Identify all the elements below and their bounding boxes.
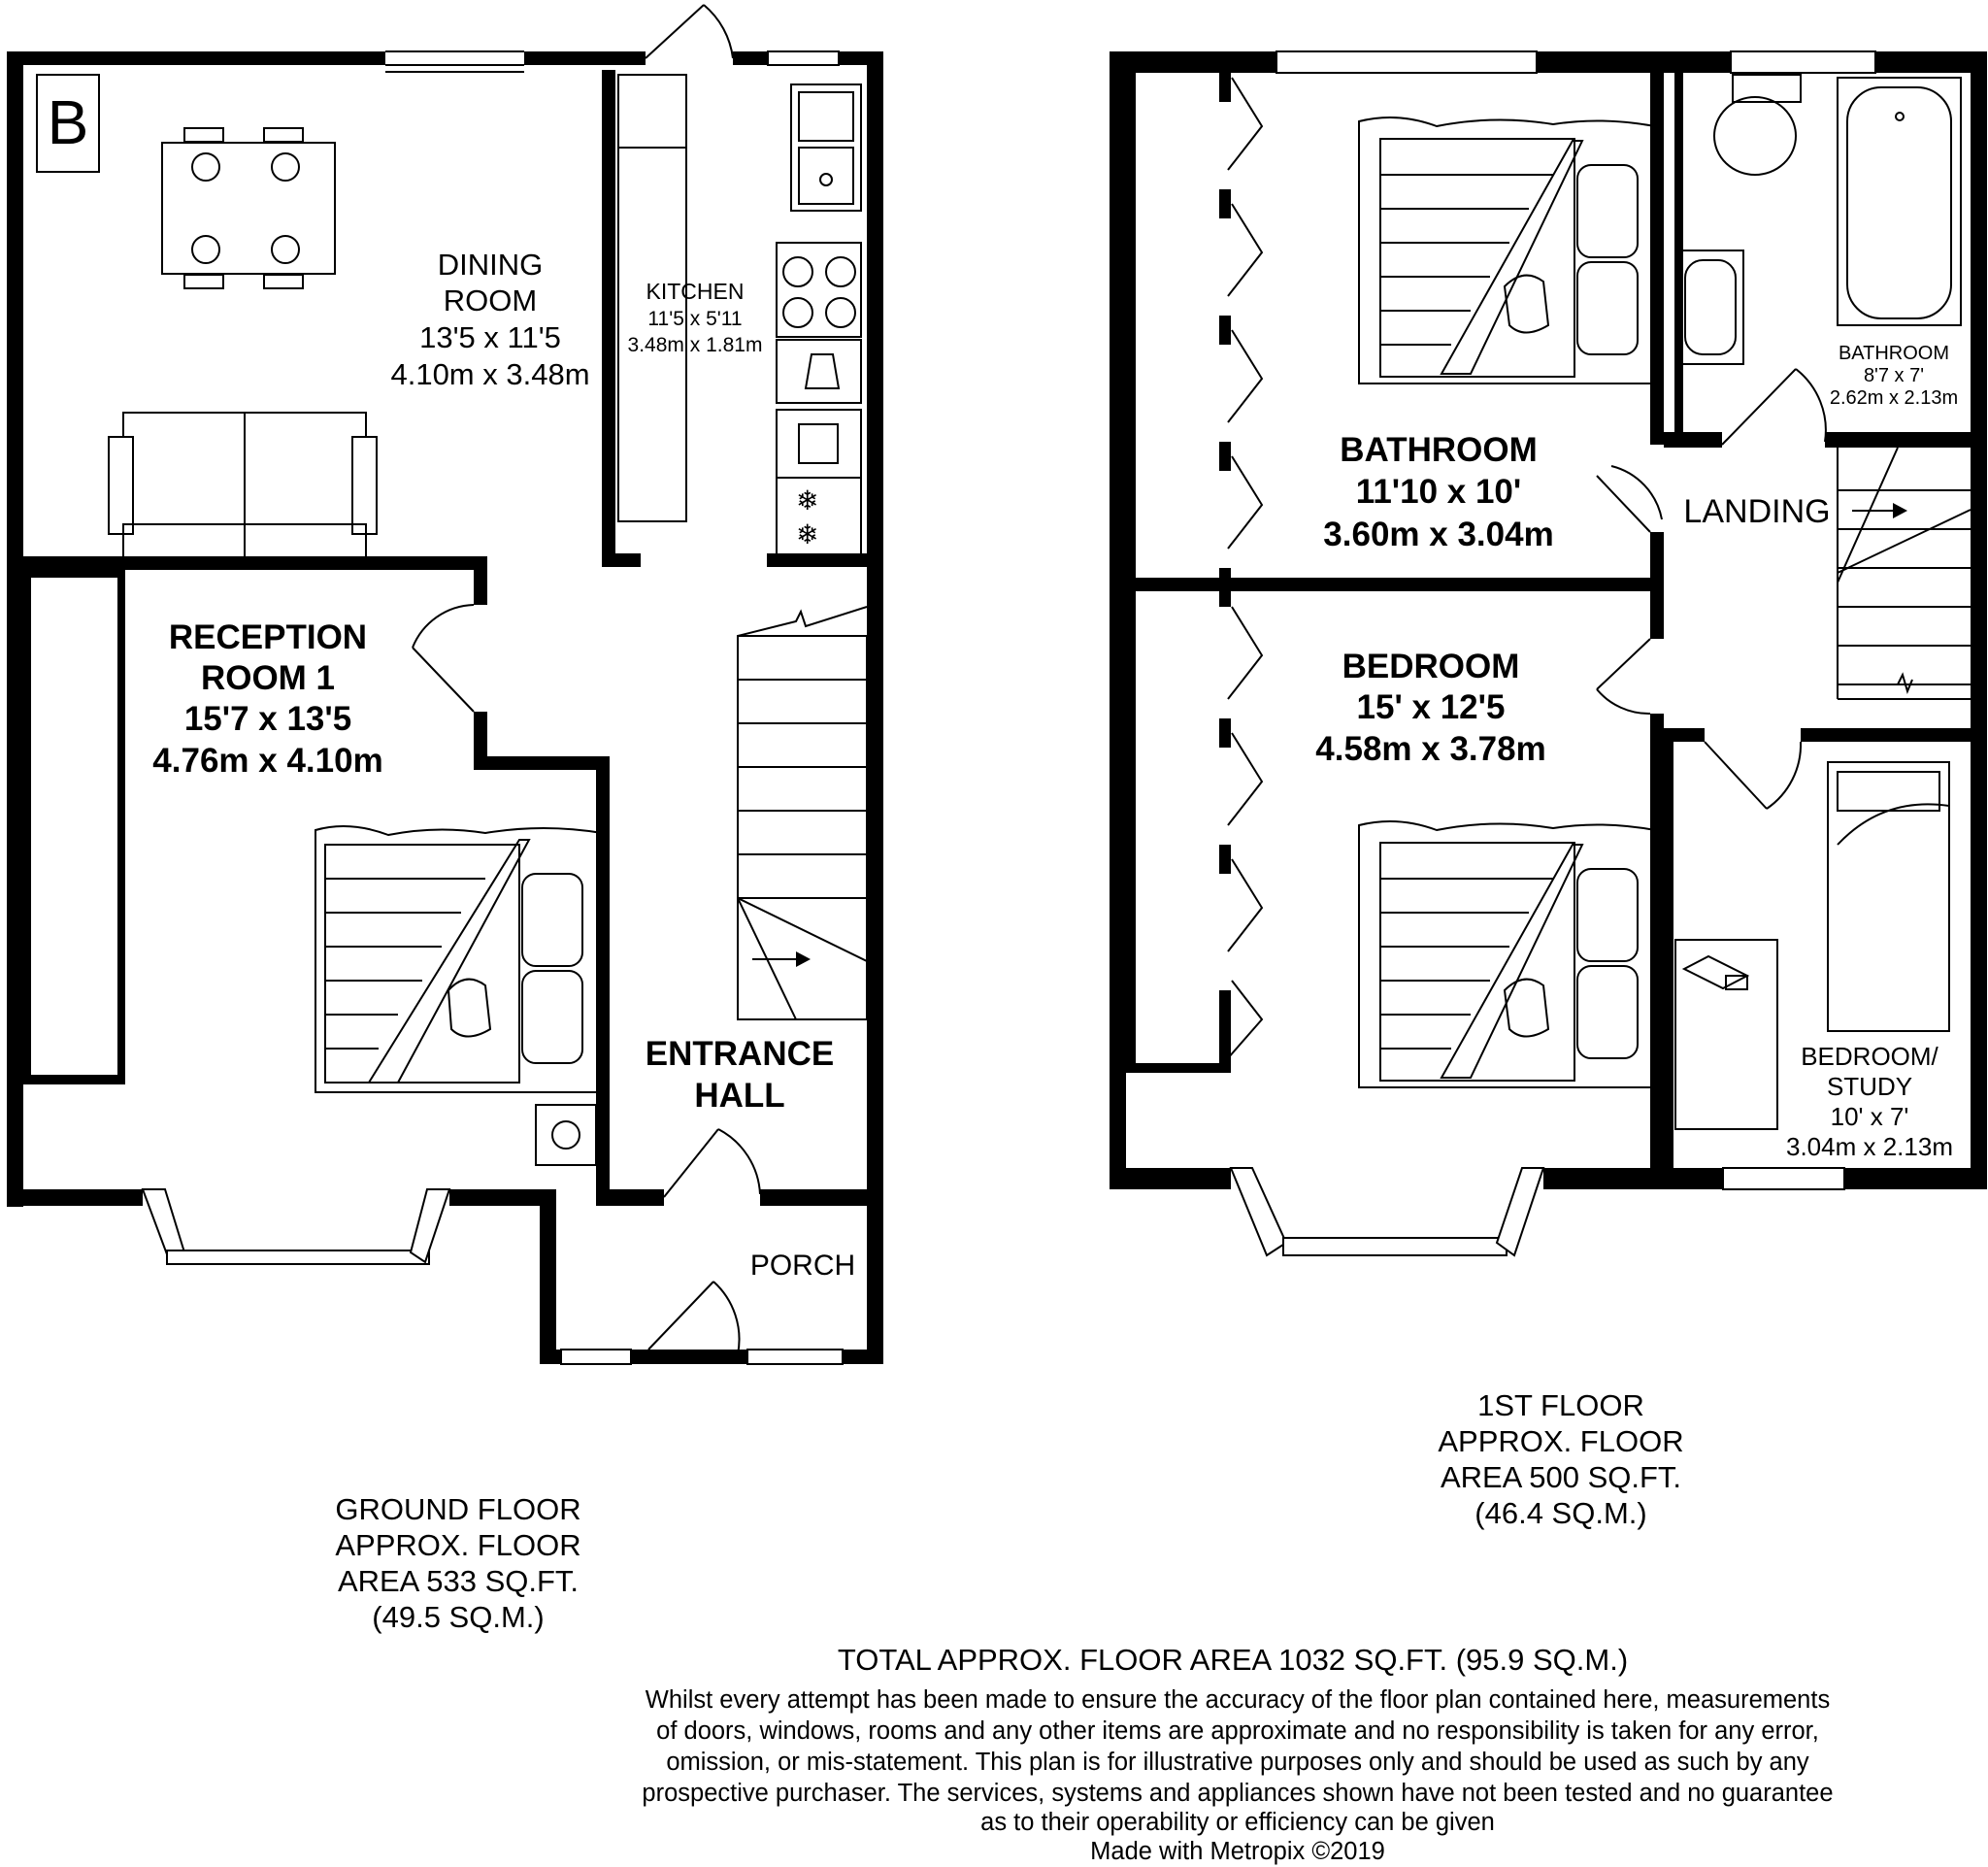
door-reception-arc: [413, 605, 474, 648]
logo-letter: B: [47, 87, 89, 157]
bedroom-metric: 4.58m x 3.78m: [1315, 730, 1546, 768]
alcove-edge: [23, 570, 31, 1075]
wall-top-mid: [524, 51, 646, 65]
ff-study-left: [1664, 728, 1673, 1189]
double-bed-icon: [315, 826, 602, 1092]
door-hall-arc: [718, 1129, 760, 1194]
bathroom-main-imperial: 11'10 x 10': [1355, 473, 1522, 511]
svg-text:❄: ❄: [796, 485, 819, 516]
wall-top-left: [7, 51, 385, 65]
dining-room-name-2: ROOM: [443, 283, 538, 317]
porch-wall-bottom-a: [540, 1350, 561, 1364]
disclaimer-line-2: of doors, windows, rooms and any other items are approximate and no responsibility is taken for any error,: [656, 1717, 1819, 1745]
hob-icon: [777, 243, 861, 337]
alcove-top: [23, 570, 125, 578]
wall-reception-step: [474, 756, 610, 770]
ff-bay-left: [1231, 1168, 1286, 1255]
svg-text:❄: ❄: [796, 519, 819, 550]
disclaimer-line-4: prospective purchaser. The services, systems and appliances shown have not been tested and no guarantee: [642, 1780, 1834, 1807]
washing-machine-icon: [777, 340, 861, 403]
ff-wall-right: [1971, 51, 1987, 1189]
bedroom-name: BEDROOM: [1342, 648, 1520, 685]
landing-name: LANDING: [1683, 493, 1831, 530]
bath-icon: [1838, 78, 1961, 325]
sofa-icon: [109, 413, 377, 558]
study-imperial: 10' x 7': [1830, 1102, 1909, 1131]
ff-wall-top-a: [1110, 51, 1276, 73]
study-name-1: BEDROOM/: [1801, 1042, 1938, 1071]
reception-imperial: 15'7 x 13'5: [183, 700, 352, 738]
ff-window-bathroom: [1276, 51, 1537, 73]
door-porch-arc: [713, 1282, 740, 1354]
door-study-leaf: [1705, 742, 1767, 809]
porch-wall-left: [540, 1189, 556, 1364]
desk-icon: [1675, 940, 1777, 1129]
dining-room-imperial: 13'5 x 11'5: [419, 320, 561, 354]
window-kitchen: [768, 51, 839, 65]
door-bedroom-leaf: [1597, 639, 1650, 689]
ff-wall-bottom-a: [1110, 1168, 1231, 1189]
credit: Made with Metropix ©2019: [1090, 1838, 1385, 1865]
basin-icon: [1677, 250, 1743, 364]
dining-room-metric: 4.10m x 3.48m: [390, 357, 590, 391]
first-floor-windows: [1231, 51, 1875, 1255]
door-smallbath-leaf: [1722, 369, 1796, 445]
bathroom-small-name: BATHROOM: [1838, 343, 1950, 364]
bathroom-small-imperial: 8'7 x 7': [1863, 365, 1925, 386]
wall-reception-door-top: [474, 556, 487, 605]
first-caption-4: (46.4 SQ.M.): [1474, 1496, 1647, 1530]
wardrobe-back: [1126, 73, 1136, 1073]
ff-bath-bottom-a: [1664, 432, 1722, 448]
ff-wall-left: [1110, 51, 1126, 1189]
reception-name-1: RECEPTION: [168, 618, 368, 656]
boiler-icon: [536, 1105, 596, 1165]
ff-study-top-b: [1801, 728, 1987, 742]
bathroom-small-metric: 2.62m x 2.13m: [1829, 387, 1959, 409]
ff-wall-bottom-b: [1543, 1168, 1723, 1189]
ff-window-study: [1723, 1168, 1844, 1189]
ground-caption-2: APPROX. FLOOR: [335, 1528, 581, 1562]
entrance-hall-name-2: HALL: [694, 1077, 785, 1115]
wall-left: [7, 51, 23, 1207]
wall-bottom-right: [767, 1189, 883, 1206]
dining-room-name-1: DINING: [437, 248, 544, 282]
first-caption-2: APPROX. FLOOR: [1438, 1424, 1684, 1458]
wardrobe-bottom: [1126, 1063, 1228, 1073]
landing-stairs: [1838, 448, 1971, 691]
ff-bath-left-inner: [1674, 73, 1683, 447]
double-bed-icon-ff2: [1359, 821, 1655, 1087]
ff-bay-right: [1497, 1168, 1543, 1255]
ff-bedroom-right-a: [1650, 532, 1664, 639]
stairs-icon: [738, 607, 867, 1019]
window-porch-right: [747, 1350, 843, 1364]
disclaimer-line-1: Whilst every attempt has been made to ensure the accuracy of the floor plan contained here, measurements: [645, 1686, 1831, 1714]
kitchen-name: KITCHEN: [646, 279, 745, 304]
microwave-icon: [777, 410, 861, 478]
bedroom-imperial: 15' x 12'5: [1356, 688, 1506, 726]
ground-floor-doors: [413, 5, 760, 1354]
window-porch-left: [561, 1350, 631, 1364]
toilet-icon: [1714, 75, 1801, 175]
ff-bath-bottom-b: [1825, 432, 1987, 448]
dining-table-icon: [162, 128, 335, 288]
bathroom-main-metric: 3.60m x 3.04m: [1323, 516, 1554, 553]
total-area: TOTAL APPROX. FLOOR AREA 1032 SQ.FT. (95.9 SQ.M.): [837, 1643, 1629, 1677]
ff-wall-bottom-c: [1844, 1168, 1987, 1189]
door-back-leaf: [646, 5, 704, 58]
porch-name: PORCH: [749, 1250, 856, 1282]
double-bed-icon-ff1: [1359, 117, 1655, 383]
kitchen-imperial: 11'5 x 5'11: [647, 308, 743, 330]
single-bed-icon: [1828, 762, 1949, 1031]
entrance-hall-name-1: ENTRANCE: [645, 1035, 835, 1073]
ground-caption-4: (49.5 SQ.M.): [372, 1600, 545, 1634]
ff-wall-top-b: [1537, 51, 1731, 73]
wall-right: [867, 51, 883, 1189]
porch-wall-right: [867, 1189, 883, 1364]
sink-icon: [791, 84, 861, 211]
reception-name-2: ROOM 1: [200, 659, 336, 697]
ff-wall-top-c: [1875, 51, 1987, 73]
door-reception-leaf: [413, 648, 474, 712]
ff-bay-front: [1283, 1238, 1507, 1255]
disclaimer-line-3: omission, or mis-statement. This plan is for illustrative purposes only and should be used as such by any: [666, 1749, 1809, 1776]
ff-window-small-bath: [1731, 51, 1875, 73]
wall-top-kitchen-a: [733, 51, 768, 65]
first-caption-3: AREA 500 SQ.FT.: [1440, 1460, 1682, 1494]
alcove-right: [117, 570, 125, 1084]
ff-bathroom-right: [1650, 51, 1664, 445]
disclaimer-line-5: as to their operability or efficiency can be given: [980, 1809, 1495, 1836]
box-unit: [618, 75, 686, 148]
study-name-2: STUDY: [1826, 1072, 1913, 1101]
ground-caption-1: GROUND FLOOR: [335, 1492, 581, 1526]
door-back-arc: [704, 5, 733, 58]
porch-wall-bottom-b: [631, 1350, 747, 1364]
reception-metric: 4.76m x 4.10m: [152, 742, 383, 780]
study-metric: 3.04m x 2.13m: [1786, 1132, 1953, 1161]
ground-caption-3: AREA 533 SQ.FT.: [337, 1564, 580, 1598]
kitchen-divider: [602, 70, 615, 565]
alcove-bottom: [23, 1075, 125, 1084]
door-porch-leaf: [648, 1282, 713, 1350]
hall-porch-wall-b: [760, 1189, 779, 1206]
door-hall-leaf: [664, 1129, 718, 1197]
bay-window-front: [167, 1250, 429, 1264]
wall-bottom-left: [7, 1189, 143, 1206]
hall-porch-wall-a: [596, 1189, 664, 1206]
kitchen-divider-foot: [602, 553, 641, 567]
kitchen-metric: 3.48m x 1.81m: [627, 334, 763, 356]
fridge-freezer-icon: [777, 478, 861, 555]
ff-wall-mid: [1126, 578, 1662, 591]
first-caption-1: 1ST FLOOR: [1477, 1388, 1644, 1422]
bathroom-main-name: BATHROOM: [1340, 431, 1538, 469]
ff-bedroom-right-b: [1650, 714, 1664, 1189]
